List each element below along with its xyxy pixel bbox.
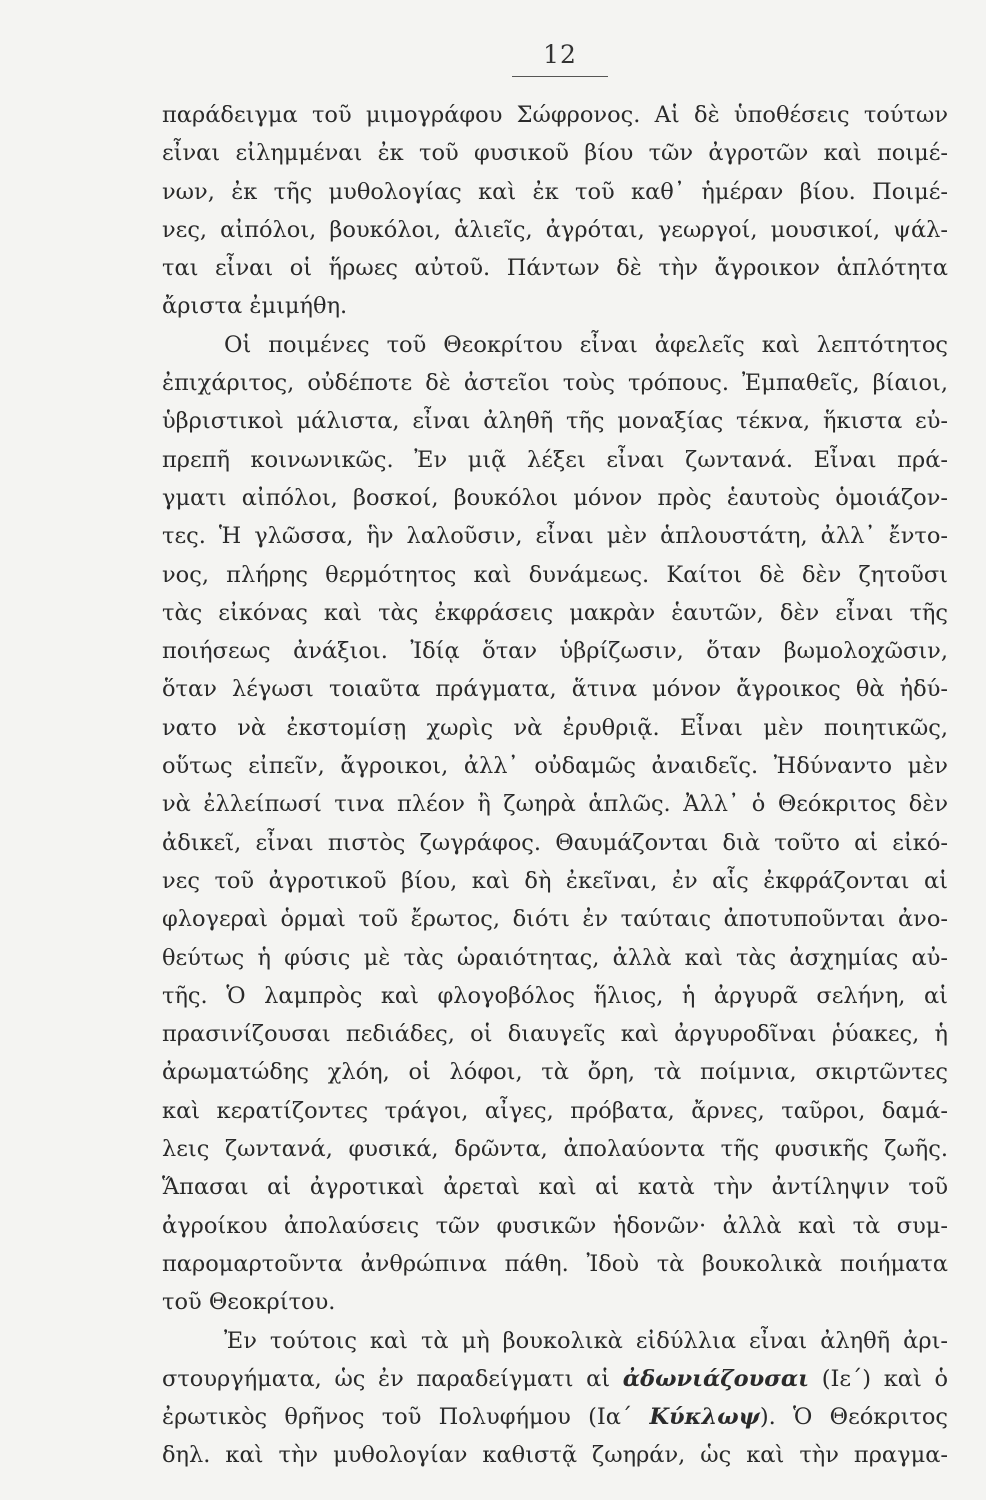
text-line: πρασινίζουσαι πεδιάδες, οἱ διαυγεῖς καὶ ἀργυροδῖναι ῥύακες, ἡ: [162, 1021, 948, 1048]
paragraph-1: [162, 96, 948, 326]
text-line: παρομαρτοῦντα ἀνθρώπινα πάθη. Ἰδοὺ τὰ βουκολικὰ ποιήματα: [162, 1250, 948, 1277]
text-line: ποιήσεως ἀνάξιοι. Ἰδίᾳ ὅταν ὑβρίζωσιν, ὅταν βωμολοχῶσιν,: [162, 638, 948, 665]
text-segment: (Ιε´) καὶ ὁ: [821, 1365, 948, 1392]
text-line: ται εἶναι οἱ ἥρωες αὐτοῦ. Πάντων δὲ τὴν ἄγροικον ἁπλότητα: [162, 255, 948, 282]
text-line: ὅταν λέγωσι τοιαῦτα πράγματα, ἅτινα μόνον ἄγροικος θὰ ἠδύ-: [162, 676, 948, 703]
text-line: τὰς εἰκόνας καὶ τὰς ἐκφράσεις μακρὰν ἑαυτῶν, δὲν εἶναι τῆς: [162, 599, 948, 626]
text-line: πρεπῆ κοινωνικῶς. Ἐν μιᾷ λέξει εἶναι ζωντανά. Εἶναι πρά-: [162, 446, 948, 473]
page-number-rule: [512, 76, 608, 77]
text-line: θεύτως ἡ φύσις μὲ τὰς ὡραιότητας, ἀλλὰ καὶ τὰς ἀσχημίας αὐ-: [162, 944, 948, 971]
text-segment: στουργήματα, ὡς ἐν παραδείγματι αἱ: [162, 1365, 611, 1392]
paragraph-2: [162, 326, 948, 1322]
text-line: Ἅπασαι αἱ ἀγροτικαὶ ἀρεταὶ καὶ αἱ κατὰ τὴν ἀντίληψιν τοῦ: [162, 1174, 948, 1201]
text-line: φλογεραὶ ὁρμαὶ τοῦ ἔρωτος, διότι ἐν ταύταις ἀποτυποῦνται ἀνο-: [162, 906, 948, 933]
text-line: εἶναι εἰλημμέναι ἐκ τοῦ φυσικοῦ βίου τῶν ἀγροτῶν καὶ ποιμέ-: [162, 140, 948, 167]
work-title-kyklops: Κύκλωψ: [649, 1404, 760, 1431]
text-line: Οἱ ποιμένες τοῦ Θεοκρίτου εἶναι ἀφελεῖς καὶ λεπτότητος: [224, 331, 948, 358]
text-line: ἀρωματώδης χλόη, οἱ λόφοι, τὰ ὄρη, τὰ ποίμνια, σκιρτῶντες: [162, 1059, 948, 1086]
text-line: ἀδικεῖ, εἶναι πιστὸς ζωγράφος. Θαυμάζονται διὰ τοῦτο αἱ εἰκό-: [162, 829, 948, 856]
text-line-with-title: [162, 1398, 948, 1436]
text-line: καὶ κερατίζοντες τράγοι, αἶγες, πρόβατα, ἄρνες, ταῦροι, δαμά-: [162, 1097, 948, 1124]
text-line: νες, αἰπόλοι, βουκόλοι, ἁλιεῖς, ἀγρόται, γεωργοί, μουσικοί, ψάλ-: [162, 216, 948, 243]
text-line: ἄριστα ἐμιμήθη.: [162, 293, 348, 320]
text-line: νες τοῦ ἀγροτικοῦ βίου, καὶ δὴ ἐκεῖναι, ἐν αἷς ἐκφράζονται αἱ: [162, 867, 948, 894]
page-number: 12: [543, 40, 577, 69]
text-line: παράδειγμα τοῦ μιμογράφου Σώφρονος. Αἱ δὲ ὑποθέσεις τούτων: [162, 102, 948, 128]
text-segment: ). Ὁ Θεόκριτος: [759, 1404, 948, 1431]
text-line: ἐπιχάριτος, οὐδέποτε δὲ ἀστεῖοι τοὺς τρόπους. Ἐμπαθεῖς, βίαιοι,: [162, 370, 948, 397]
text-line: δηλ. καὶ τὴν μυθολογίαν καθιστᾷ ζωηράν, ὡς καὶ τὴν πραγμα-: [162, 1442, 948, 1469]
text-line: νος, πλήρης θερμότητος καὶ δυνάμεως. Καίτοι δὲ δὲν ζητοῦσι: [162, 561, 948, 588]
body-text: [162, 96, 948, 1475]
text-line: τοῦ Θεοκρίτου.: [162, 1289, 336, 1316]
text-line-with-title: [162, 1360, 948, 1398]
text-line: λεις ζωντανά, φυσικά, δρῶντα, ἀπολαύοντα τῆς φυσικῆς ζωῆς.: [162, 1136, 948, 1163]
text-line: οὕτως εἰπεῖν, ἄγροικοι, ἀλλ᾽ οὐδαμῶς ἀναιδεῖς. Ἠδύναντο μὲν: [162, 753, 948, 780]
text-line: γματι αἰπόλοι, βοσκοί, βουκόλοι μόνον πρὸς ἑαυτοὺς ὁμοιάζον-: [162, 484, 948, 511]
text-line: τες. Ἡ γλῶσσα, ἣν λαλοῦσιν, εἶναι μὲν ἁπλουστάτη, ἀλλ᾽ ἔντο-: [162, 523, 948, 550]
paragraph-3: [162, 1322, 948, 1475]
text-line: ὑβριστικοὶ μάλιστα, εἶναι ἀληθῆ τῆς μοναξίας τέκνα, ἥκιστα εὐ-: [162, 408, 948, 435]
text-line: ἀγροίκου ἀπολαύσεις τῶν φυσικῶν ἡδονῶν· ἀλλὰ καὶ τὰ συμ-: [162, 1212, 948, 1239]
text-line: Ἐν τούτοις καὶ τὰ μὴ βουκολικὰ εἰδύλλια εἶναι ἀληθῆ ἀρι-: [224, 1327, 948, 1354]
text-line: νατο νὰ ἐκστομίσῃ χωρὶς νὰ ἐρυθριᾷ. Εἶναι μὲν ποιητικῶς,: [162, 714, 948, 741]
text-line: νὰ ἐλλείπωσί τινα πλέον ἢ ζωηρὰ ἁπλῶς. Ἀλλ᾽ ὁ Θεόκριτος δὲν: [162, 791, 948, 818]
text-line: τῆς. Ὁ λαμπρὸς καὶ φλογοβόλος ἥλιος, ἡ ἀργυρᾶ σελήνη, αἱ: [162, 982, 948, 1009]
work-title-adoniazousai: ἀδωνιάζουσαι: [622, 1365, 810, 1392]
text-line: νων, ἐκ τῆς μυθολογίας καὶ ἐκ τοῦ καθ᾽ ἡμέραν βίου. Ποιμέ-: [162, 178, 948, 205]
text-segment: ἐρωτικὸς θρῆνος τοῦ Πολυφήμου (Ια´: [162, 1404, 633, 1431]
